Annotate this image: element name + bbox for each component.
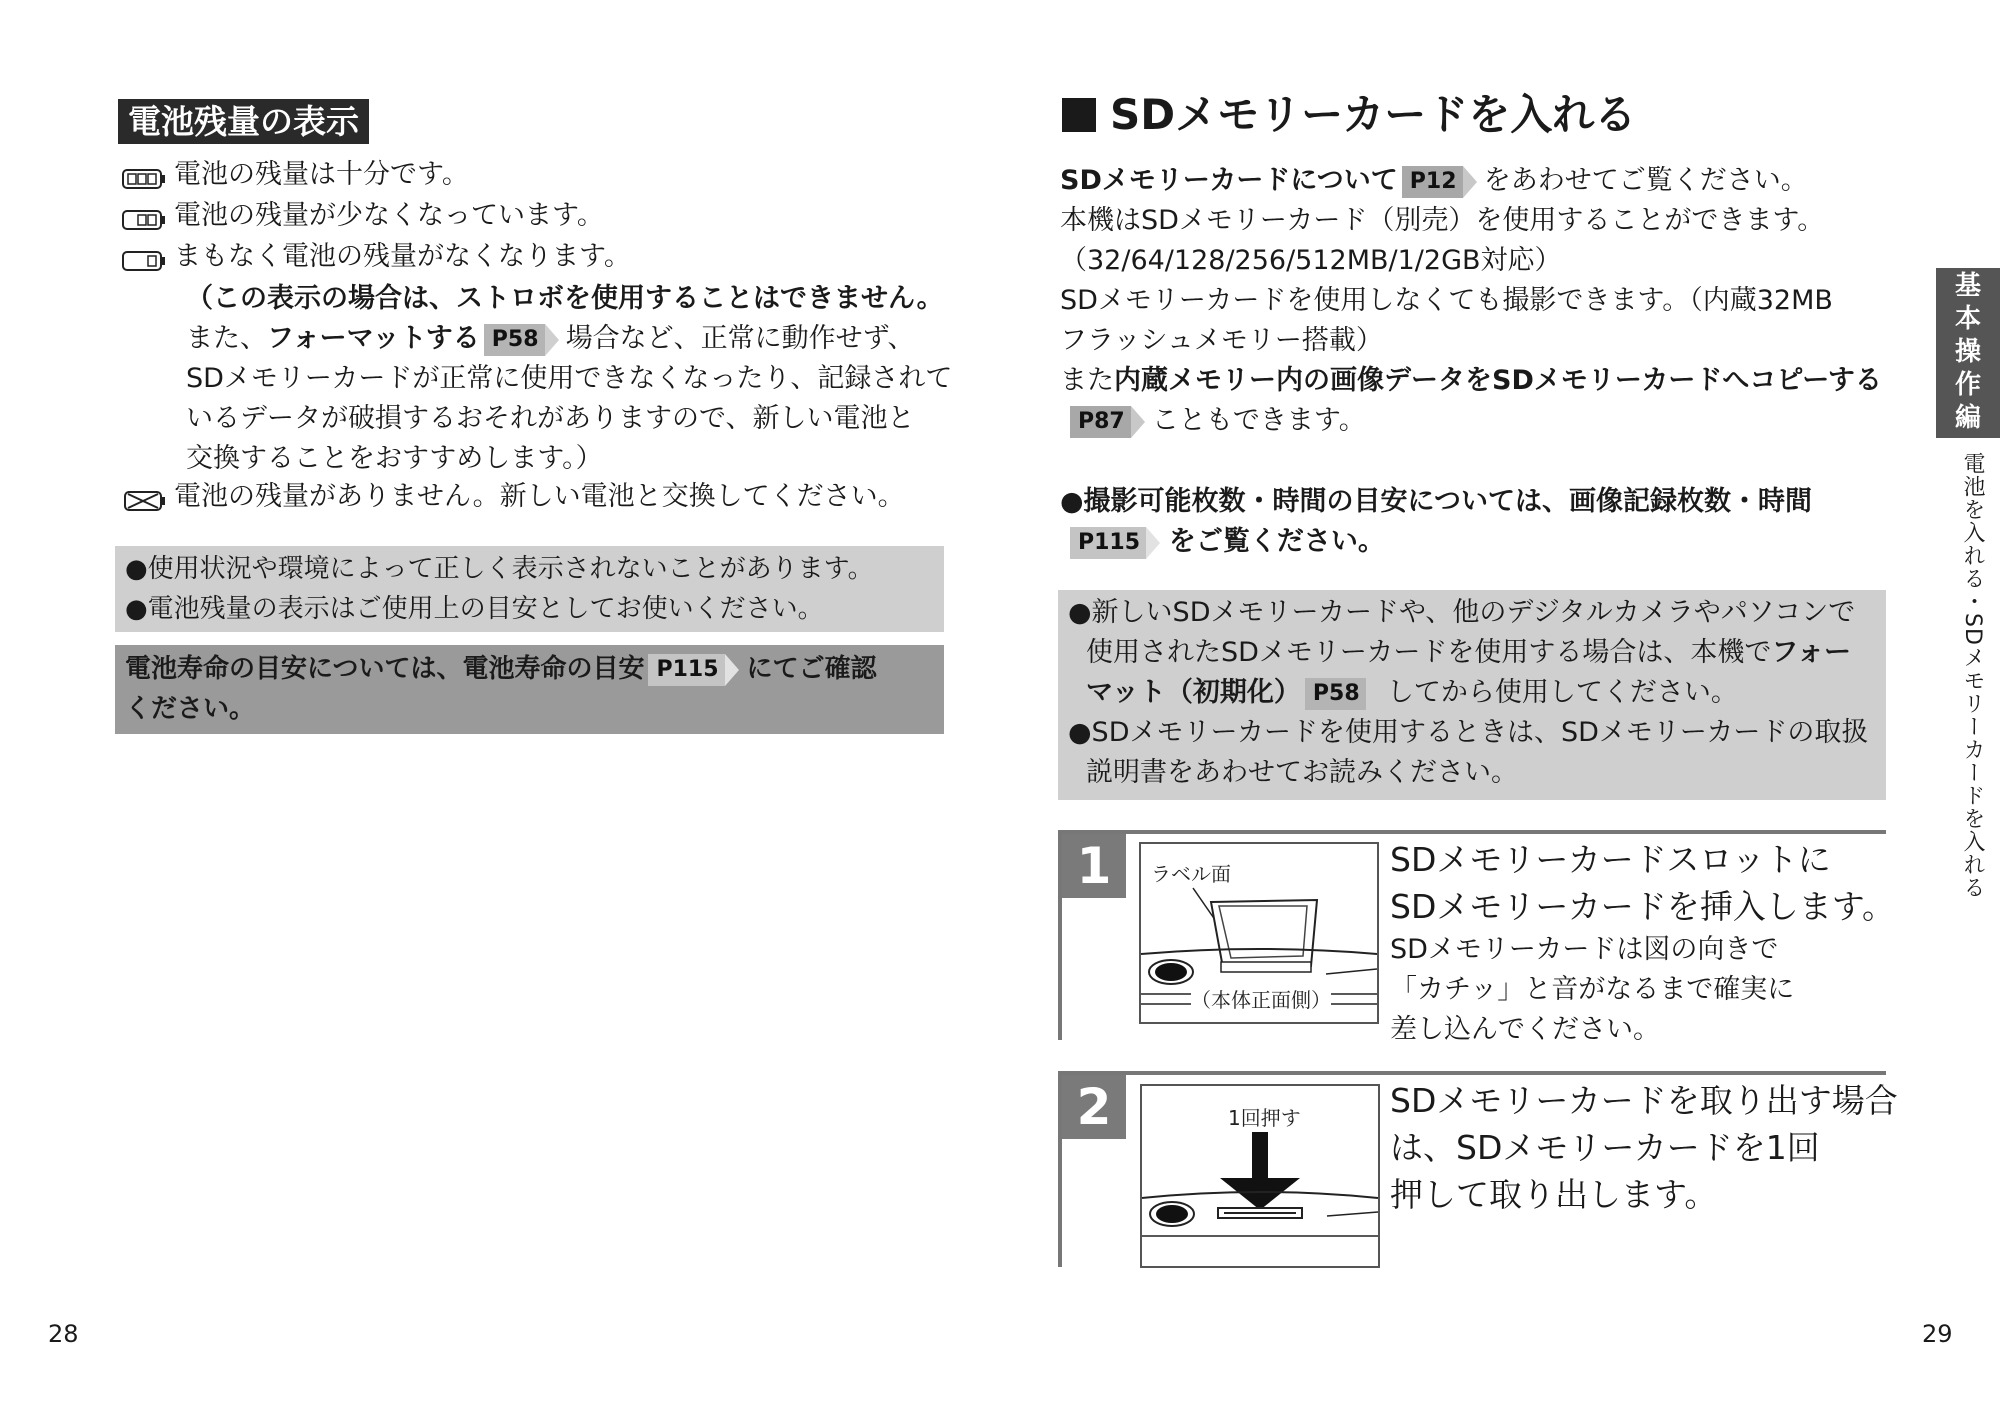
page-ref-p58[interactable]: P58: [484, 324, 545, 356]
page-ref-p115-left[interactable]: P115: [648, 654, 724, 686]
warning-line-2: また、フォーマットする P58 場合など、正常に動作せず、: [186, 323, 915, 354]
battery-half-icon: [122, 205, 166, 227]
sd-note-box: [1058, 590, 1886, 800]
battery-empty-text: 電池の残量がありません。新しい電池と交換してください。: [174, 481, 905, 512]
step-2-number: 2: [1062, 1075, 1126, 1139]
front-side-label: （本体正面側）: [1191, 984, 1331, 1013]
step-1-body-line-3: 差し込んでください。: [1390, 1014, 1660, 1045]
usage-note-2: ●電池残量の表示はご使用上の目安としてお使いください。: [125, 594, 824, 624]
usage-note-box: [115, 546, 944, 632]
step-2-title-line-1: SDメモリーカードを取り出す場合: [1390, 1081, 1898, 1120]
step-1-title-line-2: SDメモリーカードを挿入します。: [1390, 887, 1896, 926]
tip-line-2: P115 をご覧ください。: [1060, 522, 1385, 562]
tip-line-1: ●撮影可能枚数・時間の目安については、画像記録枚数・時間: [1060, 486, 1813, 517]
battery-full-line: [122, 157, 469, 193]
battery-life-note-line-1: 電池寿命の目安については、電池寿命の目安 P115 にてご確認: [125, 654, 877, 684]
side-tab-basic-operations[interactable]: 基 本 操 作 編: [1936, 268, 2000, 438]
sd-note-1-line-3: マット（初期化） P58 してから使用してください。: [1086, 677, 1738, 708]
step-1-body-line-2: 「カチッ」と音がなるまで確実に: [1390, 974, 1795, 1005]
sd-note-2-line-1: ●SDメモリーカードを使用するときは、SDメモリーカードの取扱: [1068, 717, 1869, 748]
sd-heading-text: SDメモリーカードを入れる: [1110, 90, 1637, 139]
intro-line-6: また内蔵メモリー内の画像データをSDメモリーカードへコピーする: [1060, 365, 1882, 396]
step-1-number: 1: [1062, 834, 1126, 898]
sd-note-1-line-1: ●新しいSDメモリーカードや、他のデジタルカメラやパソコンで: [1068, 597, 1856, 628]
step-1-figure: [1139, 842, 1379, 1024]
battery-low-text: 電池の残量が少なくなっています。: [174, 200, 604, 231]
step-1-title-line-1: SDメモリーカードスロットに: [1390, 840, 1831, 879]
square-bullet-icon: [1062, 98, 1096, 132]
intro-line-3: （32/64/128/256/512MB/1/2GB対応）: [1060, 245, 1562, 276]
step-2-title-line-3: 押して取り出します。: [1390, 1175, 1718, 1214]
intro-line-7: P87 こともできます。: [1060, 401, 1366, 441]
page-ref-p12[interactable]: P12: [1402, 166, 1463, 198]
battery-life-note-box: [115, 645, 944, 734]
warning-line-3: SDメモリーカードが正常に使用できなくなったり、記録されて: [186, 363, 953, 394]
battery-near-empty-icon: [122, 246, 166, 268]
page-ref-p115-right[interactable]: P115: [1070, 527, 1146, 559]
step-1-body-line-1: SDメモリーカードは図の向きで: [1390, 934, 1779, 965]
page-ref-p87[interactable]: P87: [1070, 406, 1131, 438]
press-once-label: 1回押す: [1228, 1106, 1301, 1130]
battery-low-line: [122, 198, 604, 234]
page-ref-p58-right[interactable]: P58: [1305, 678, 1366, 710]
intro-line-5: フラッシュメモリー搭載）: [1060, 325, 1383, 356]
warning-line-5: 交換することをおすすめします。）: [186, 443, 603, 474]
battery-life-note-line-2: ください。: [125, 694, 256, 724]
battery-near-empty-line: [122, 239, 631, 275]
sd-heading: [1062, 90, 1636, 140]
page-number-right: 29: [1922, 1320, 1953, 1348]
battery-empty-icon: [122, 486, 166, 508]
intro-line-2: 本機はSDメモリーカード（別売）を使用することができます。: [1060, 205, 1825, 236]
battery-full-text: 電池の残量は十分です。: [174, 159, 469, 190]
intro-line-1: SDメモリーカードについて P12 をあわせてご覧ください。: [1060, 165, 1808, 196]
page-number-left: 28: [48, 1320, 79, 1348]
step-2-figure: [1140, 1084, 1380, 1268]
step-2-divider: [1060, 1071, 1886, 1075]
warning-line-4: いるデータが破損するおそれがありますので、新しい電池と: [186, 403, 915, 434]
side-vertical-section-label: 電池を入れる・SDメモリーカードを入れる: [1960, 452, 1985, 899]
warning-line-1: （この表示の場合は、ストロボを使用することはできません。: [186, 283, 944, 314]
intro-line-4: SDメモリーカードを使用しなくても撮影できます。（内蔵32MB: [1060, 285, 1833, 316]
battery-full-icon: [122, 164, 166, 186]
battery-empty-line: [122, 479, 905, 515]
sd-note-2-line-2: 説明書をあわせてお読みください。: [1086, 757, 1518, 788]
battery-near-empty-text: まもなく電池の残量がなくなります。: [174, 241, 631, 272]
sd-note-1-line-2: 使用されたSDメモリーカードを使用する場合は、本機でフォー: [1086, 637, 1852, 668]
step-2-title-line-2: は、SDメモリーカードを1回: [1390, 1128, 1820, 1167]
usage-note-1: ●使用状況や環境によって正しく表示されないことがあります。: [125, 554, 874, 584]
label-side-label: ラベル面: [1151, 862, 1231, 886]
section-title-battery: 電池残量の表示: [118, 99, 369, 144]
step-1-divider: [1060, 830, 1886, 834]
